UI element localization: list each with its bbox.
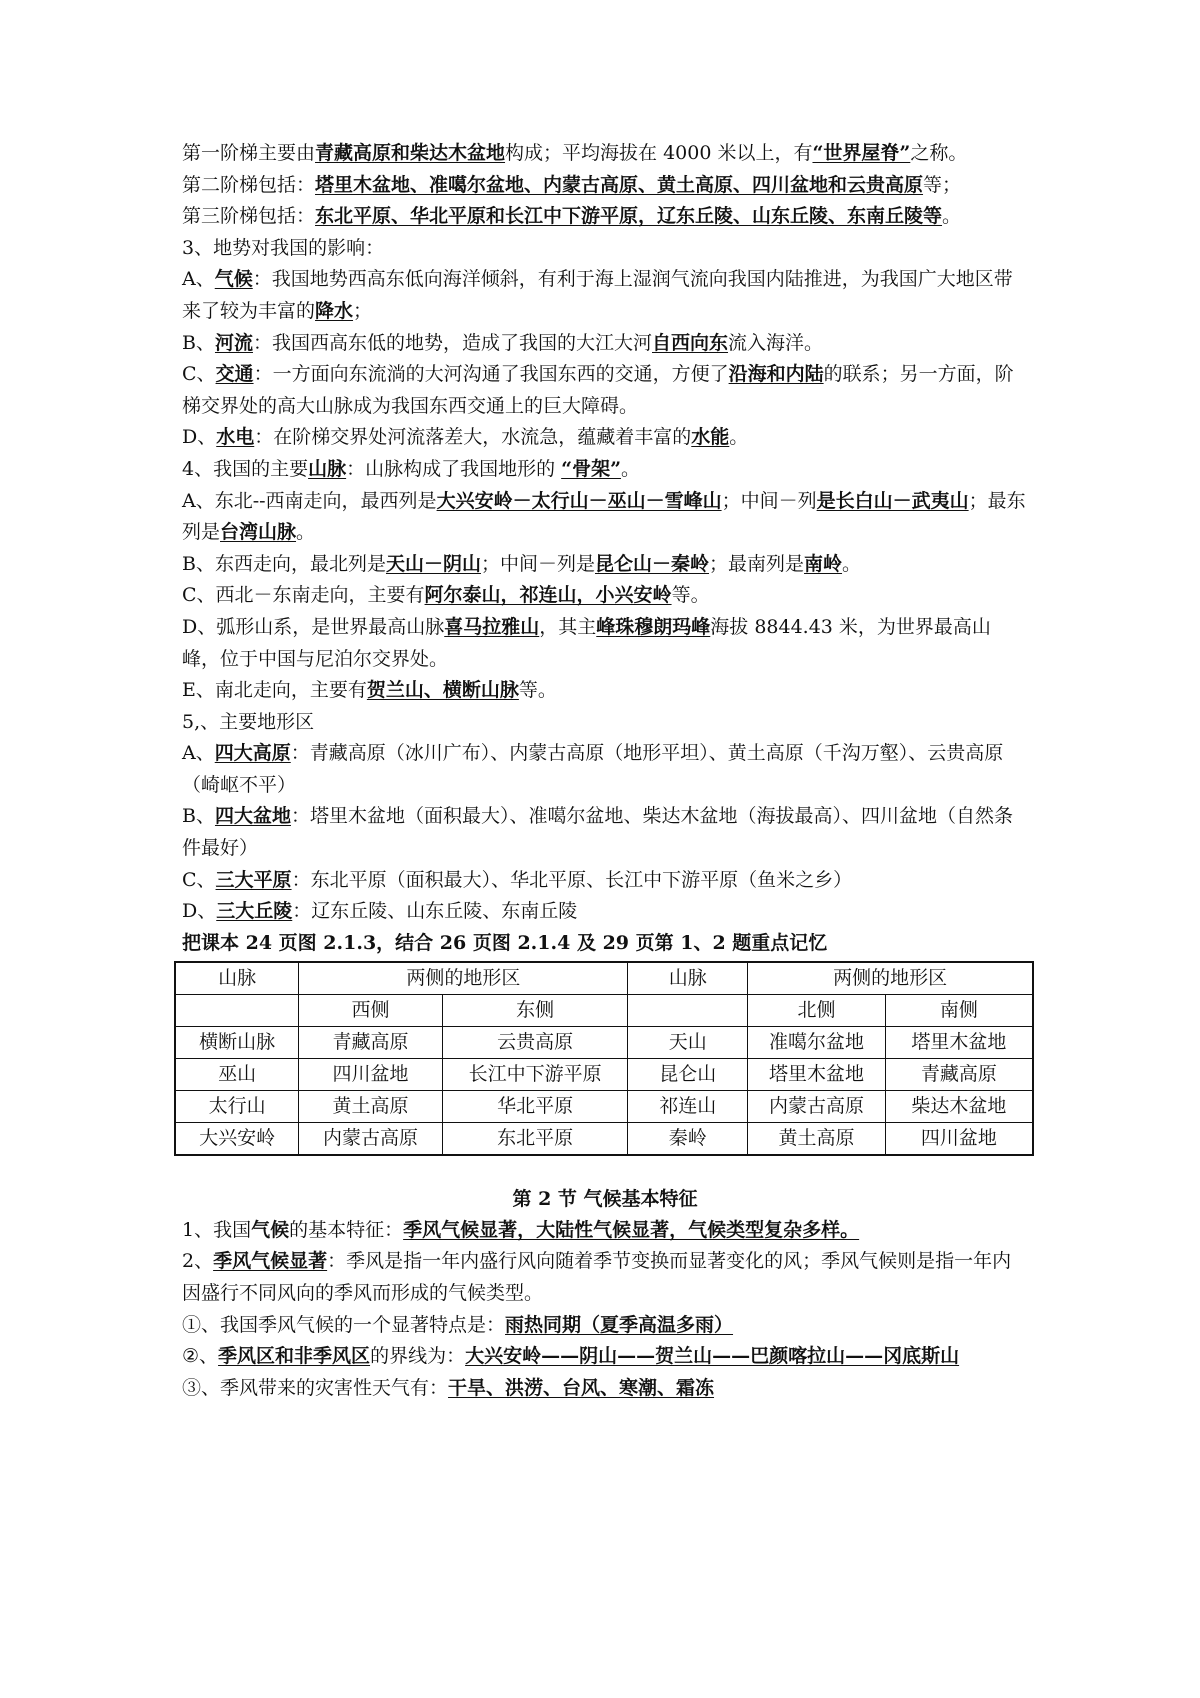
item-prefix: B、 — [182, 805, 215, 828]
table-row — [175, 1122, 1033, 1155]
transport-end: 的联系；另一方面，阶梯交界处的高大山脉成为我国东西交通上的巨大障碍。 — [182, 363, 1014, 417]
mountain-terrain-table — [174, 961, 1034, 1156]
subheader-cell — [628, 994, 748, 1026]
mountains-heading — [182, 454, 1028, 486]
item-text-3: ；最东列是 — [182, 489, 1026, 544]
table-cell: 巫山 — [175, 1058, 299, 1090]
climate-features — [182, 1215, 1028, 1247]
west-to-east-key: 自西向东 — [652, 331, 729, 354]
climate-word: 气候 — [251, 1218, 290, 1241]
tier-one-key: 青藏高原和柴达木盆地 — [315, 142, 506, 164]
water-energy-key: 水能 — [691, 426, 730, 449]
item-text: D、弧形山系，是世界最高山脉 — [182, 615, 445, 638]
table-cell: 祁连山 — [628, 1090, 748, 1122]
subheader-cell: 北侧 — [748, 994, 886, 1026]
plateaus-key: 四大高原 — [214, 742, 291, 765]
mountains-east-west — [182, 549, 1028, 581]
middle-range-key: 是长白山－武夷山 — [816, 489, 969, 512]
table-cell: 准噶尔盆地 — [748, 1026, 886, 1058]
subheader-cell: 西侧 — [299, 994, 443, 1026]
tier-three-key: 东北平原、华北平原和长江中下游平原，辽东丘陵、山东丘陵、东南丘陵等 — [315, 205, 943, 228]
roof-of-world-key: “世界屋脊” — [812, 142, 911, 164]
table-cell: 青藏高原 — [299, 1026, 443, 1058]
item-end: 。 — [296, 521, 316, 544]
climate-features-key: 季风气候显著，大陆性气候显著，气候类型复杂多样。 — [403, 1218, 860, 1241]
tier-three-paragraph — [182, 201, 1028, 233]
table-row — [175, 1026, 1033, 1058]
mountains-key: 山脉 — [308, 457, 347, 480]
item-text-3: ；最南列是 — [709, 552, 805, 575]
tier-one-end: 之称。 — [910, 142, 968, 164]
middle-range-key: 昆仑山－秦岭 — [595, 552, 710, 575]
monsoon-text: ：季风是指一年内盛行风向随着季节变换而显著变化的风；季风气候则是指一年内因盛行不同风向的季风而形成的气候类型。 — [182, 1250, 1012, 1305]
item-text: ①、我国季风气候的一个显著特点是： — [182, 1313, 506, 1336]
regions-plains — [182, 865, 1028, 897]
table-cell: 塔里木盆地 — [885, 1026, 1033, 1058]
table-cell: 秦岭 — [628, 1122, 748, 1155]
item-text: C、西北－东南走向，主要有 — [182, 584, 425, 607]
monsoon-definition — [182, 1246, 1028, 1309]
monsoon-zone-key: 季风区和非季风区 — [218, 1345, 371, 1368]
eastmost-range-key: 台湾山脉 — [220, 521, 297, 544]
item-text: A、东北--西南走向，最西列是 — [182, 489, 437, 512]
transport-key: 交通 — [215, 363, 254, 386]
skeleton-key: “骨架” — [561, 457, 622, 480]
influence-hydropower — [182, 422, 1028, 454]
table-subheader-row — [175, 994, 1033, 1026]
table-cell: 太行山 — [175, 1090, 299, 1122]
memo-note: 把课本 24 页图 2.1.3，结合 26 页图 2.1.4 及 29 页第 1、2 题重点记忆 — [182, 931, 828, 954]
subheader-cell: 南侧 — [885, 994, 1033, 1026]
table-cell: 大兴安岭 — [175, 1122, 299, 1155]
item-end: 海拔 8844.43 米，为世界最高山峰，位于中国与尼泊尔交界处。 — [182, 615, 991, 670]
everest-key: 峰珠穆朗玛峰 — [596, 615, 711, 638]
table-cell: 长江中下游平原 — [442, 1058, 628, 1090]
item-end: 。 — [842, 552, 862, 575]
table-cell: 四川盆地 — [299, 1058, 443, 1090]
regions-plateaus — [182, 738, 1028, 801]
nw-se-ranges-key: 阿尔泰山，祁连山，小兴安岭 — [424, 584, 672, 607]
influence-rivers — [182, 328, 1028, 360]
item-prefix: D、 — [182, 426, 217, 449]
table-header-row — [175, 962, 1033, 995]
influence-climate — [182, 264, 1028, 327]
north-range-key: 天山－阴山 — [385, 552, 481, 575]
rivers-key: 河流 — [214, 331, 253, 354]
mountains-ne-sw — [182, 486, 1028, 549]
tier-three-end: 。 — [942, 205, 962, 228]
rain-heat-key: 雨热同期（夏季高温多雨） — [505, 1313, 734, 1336]
mountains-arc — [182, 612, 1028, 675]
item-text: 的界线为： — [370, 1345, 466, 1368]
tier-three-text: 第三阶梯包括： — [182, 205, 316, 228]
south-range-key: 南岭 — [804, 552, 843, 575]
item-prefix: C、 — [182, 363, 216, 386]
hydropower-text: ：在阶梯交界处河流落差大，水流急，蕴藏着丰富的 — [254, 426, 692, 449]
item-prefix: B、 — [182, 331, 215, 354]
tier-one-paragraph — [182, 138, 1028, 170]
subheader-cell — [175, 994, 299, 1026]
climate-text: ：我国地势西高东低向海洋倾斜，有利于海上湿润气流向我国内陆推进，为我国广大地区带来了较为丰富的 — [182, 268, 1013, 322]
monsoon-boundary — [182, 1341, 1028, 1373]
basins-text: ：塔里木盆地（面积最大）、准噶尔盆地、柴达木盆地（海拔最高）、四川盆地（自然条件最好） — [182, 805, 1013, 860]
section-title: 第 2 节 气候基本特征 — [512, 1187, 698, 1210]
table-cell: 青藏高原 — [885, 1058, 1033, 1090]
regions-basins — [182, 801, 1028, 864]
mountains-nw-se — [182, 580, 1028, 612]
plains-text: ：东北平原（面积最大）、华北平原、长江中下游平原（鱼米之乡） — [291, 868, 853, 891]
table-cell: 东北平原 — [442, 1122, 628, 1155]
heading-end: 。 — [621, 457, 641, 480]
header-cell: 两侧的地形区 — [748, 962, 1033, 995]
item-text-2: 的基本特征： — [289, 1218, 404, 1241]
table-row — [175, 1090, 1033, 1122]
himalaya-key: 喜马拉雅山 — [444, 615, 540, 638]
heading-text: 4、我国的主要 — [182, 457, 309, 480]
item-prefix: ②、 — [182, 1345, 219, 1368]
climate-key: 气候 — [214, 268, 253, 291]
subheader-cell: 东侧 — [442, 994, 628, 1026]
item-text: 1、我国 — [182, 1218, 252, 1241]
table-cell: 柴达木盆地 — [885, 1090, 1033, 1122]
hills-key: 三大丘陵 — [216, 900, 293, 923]
heading-text-2: ：山脉构成了我国地形的 — [346, 457, 562, 480]
disasters-key: 干旱、洪涝、台风、寒潮、霜冻 — [448, 1376, 715, 1399]
table-cell: 内蒙古高原 — [748, 1090, 886, 1122]
item-prefix: A、 — [182, 742, 215, 765]
item-end: 等。 — [671, 584, 710, 607]
tier-two-key: 塔里木盆地、准噶尔盆地、内蒙古高原、黄土高原、四川盆地和云贵高原 — [315, 173, 924, 196]
table-cell: 黄土高原 — [748, 1122, 886, 1155]
item-text-2: ；中间－列 — [721, 489, 817, 512]
item-text: B、东西走向，最北列是 — [182, 552, 386, 575]
influence-transport — [182, 359, 1028, 422]
mountains-north-south — [182, 675, 1028, 707]
item-end: ； — [353, 299, 373, 322]
table-cell: 昆仑山 — [628, 1058, 748, 1090]
table-cell: 天山 — [628, 1026, 748, 1058]
item-text: E、南北走向，主要有 — [182, 679, 367, 702]
basins-key: 四大盆地 — [214, 805, 291, 828]
table-cell: 黄土高原 — [299, 1090, 443, 1122]
plateaus-text: ：青藏高原（冰川广布）、内蒙古高原（地形平坦）、黄土高原（千沟万壑）、云贵高原（崎岖不平） — [182, 742, 1004, 796]
transport-text: ：一方面向东流淌的大河沟通了我国东西的交通，方便了 — [253, 363, 729, 386]
table-row — [175, 1058, 1033, 1090]
table-cell: 内蒙古高原 — [299, 1122, 443, 1155]
north-south-ranges-key: 贺兰山、横断山脉 — [366, 679, 519, 702]
rivers-text: ：我国西高东低的地势，造成了我国的大江大河 — [252, 331, 652, 354]
item-text: ③、季风带来的灾害性天气有： — [182, 1376, 449, 1399]
item-prefix: D、 — [182, 900, 217, 923]
plains-key: 三大平原 — [215, 868, 292, 891]
item-text-2: ，其主 — [539, 615, 597, 638]
monsoon-key: 季风气候显著 — [213, 1250, 328, 1273]
boundary-line-key: 大兴安岭——阴山——贺兰山——巴颜喀拉山——冈底斯山 — [465, 1345, 960, 1368]
item-end: 等。 — [518, 679, 557, 702]
hydropower-key: 水电 — [216, 426, 255, 449]
monsoon-feature — [182, 1310, 1028, 1342]
item-prefix: 2、 — [182, 1250, 214, 1273]
item-end: 。 — [729, 426, 749, 449]
regions-heading: 5,、主要地形区 — [182, 710, 315, 733]
table-cell: 横断山脉 — [175, 1026, 299, 1058]
item-prefix: C、 — [182, 868, 216, 891]
header-cell: 两侧的地形区 — [299, 962, 628, 995]
influence-heading: 3、地势对我国的影响： — [182, 236, 385, 259]
westmost-range-key: 大兴安岭－太行山－巫山－雪峰山 — [436, 489, 722, 512]
tier-two-text: 第二阶梯包括： — [182, 173, 316, 196]
regions-hills — [182, 896, 1028, 928]
header-cell: 山脉 — [628, 962, 748, 995]
header-cell: 山脉 — [175, 962, 299, 995]
table-cell: 四川盆地 — [885, 1122, 1033, 1155]
item-text-2: ；中间－列是 — [480, 552, 595, 575]
table-cell: 华北平原 — [442, 1090, 628, 1122]
rainfall-key: 降水 — [315, 299, 354, 322]
table-cell: 塔里木盆地 — [748, 1058, 886, 1090]
coast-inland-key: 沿海和内陆 — [728, 363, 824, 386]
hills-text: ：辽东丘陵、山东丘陵、东南丘陵 — [292, 900, 578, 923]
tier-two-paragraph — [182, 170, 1028, 202]
document-page — [182, 138, 1028, 1404]
table-cell: 云贵高原 — [442, 1026, 628, 1058]
monsoon-disasters — [182, 1373, 1028, 1405]
tier-one-text-2: 构成；平均海拔在 4000 米以上，有 — [505, 142, 813, 164]
tier-two-end: 等； — [923, 173, 962, 196]
item-prefix: A、 — [182, 268, 215, 291]
tier-one-text: 第一阶梯主要由 — [182, 142, 316, 164]
item-end: 流入海洋。 — [728, 331, 824, 354]
